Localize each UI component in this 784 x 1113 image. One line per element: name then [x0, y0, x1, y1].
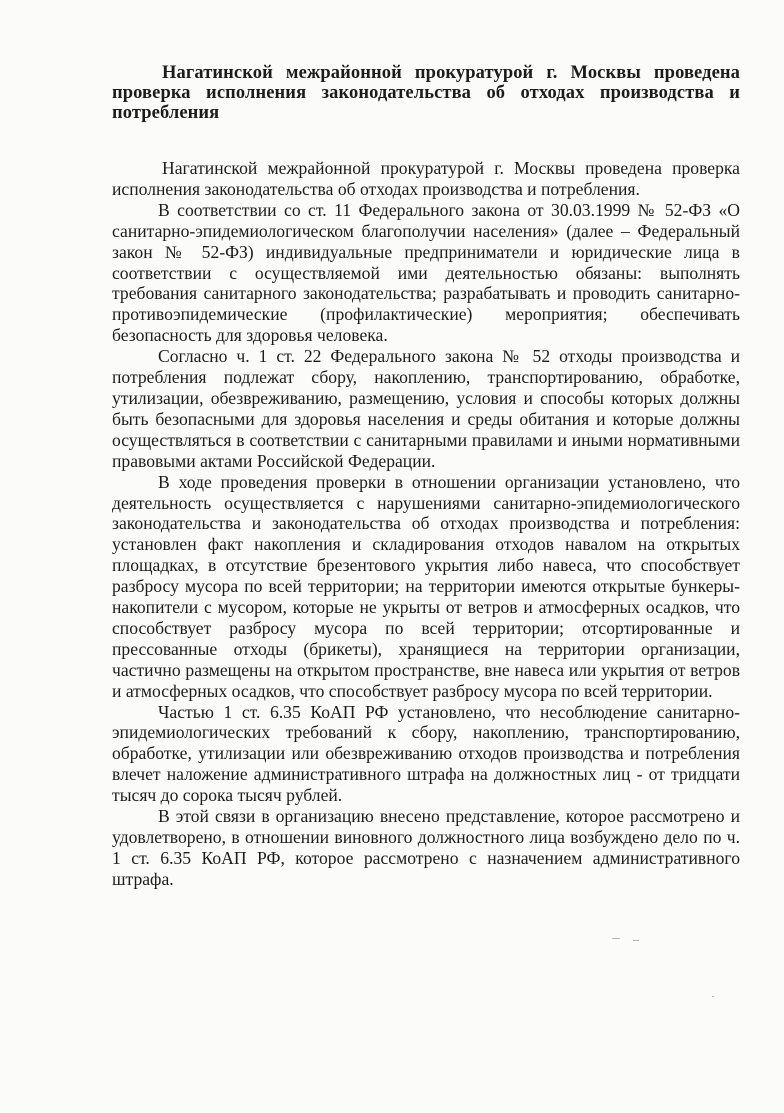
document-body [112, 63, 740, 890]
paragraph-inspection-findings: В ходе проведения проверки в отношении организации установлено, что деятельность осуществляется с нарушениями санитарно-эпидемиологического законодательства и законодательства об отходах производства и потребления: установлен факт накопления и складирования отходов навалом на открытых площадках, в отсутствие брезентового укрытия либо навеса, что способствует разбросу мусора по всей территории; на территории имеются открытые бункеры-накопители с мусором, которые не укрыты от ветров и атмосферных осадков, что способствует разбросу мусора по всей территории; отсортированные и прессованные отходы (брикеты), хранящиеся на территории организации, частично размещены на открытом пространстве, вне навеса или укрытия от ветров и атмосферных осадков, что способствует разбросу мусора по всей территории. [112, 471, 740, 701]
paragraph-article-11: В соответствии со ст. 11 Федерального закона от 30.03.1999 № 52-ФЗ «О санитарно-эпидемиологическом благополучии населения» (далее – Федеральный закон № 52-ФЗ) индивидуальные предприниматели и юридические лица в соответствии с осуществляемой ими деятельностью обязаны: выполнять требования санитарного законодательства; разрабатывать и проводить санитарно-противоэпидемические (профилактические) мероприятия; обеспечивать безопасность для здоровья человека. [112, 199, 740, 346]
paragraph-article-22: Согласно ч. 1 ст. 22 Федерального закона № 52 отходы производства и потребления подлежат сбору, накоплению, транспортированию, обработке, утилизации, обезвреживанию, размещению, условия и способы которых должны быть безопасными для здоровья населения и среды обитания и которые должны осуществляться в соответствии с санитарными правилами и иными нормативными правовыми актами Российской Федерации. [112, 346, 740, 471]
document-title: Нагатинской межрайонной прокуратурой г. Москвы проведена проверка исполнения законодательства об отходах производства и потребления [112, 63, 740, 123]
paragraph-outcome: В этой связи в организацию внесено представление, которое рассмотрено и удовлетворено, в отношении виновного должностного лица возбуждено дело по ч. 1 ст. 6.35 КоАП РФ, которое рассмотрено с назначением административного штрафа. [112, 806, 740, 889]
scan-speck [612, 938, 620, 939]
scan-speck [633, 940, 639, 941]
paragraph-intro: Нагатинской межрайонной прокуратурой г. Москвы проведена проверка исполнения законодательства об отходах производства и потребления. [112, 158, 740, 199]
paragraph-koap-article: Частью 1 ст. 6.35 КоАП РФ установлено, что несоблюдение санитарно-эпидемиологических требований к сбору, накоплению, транспортированию, обработке, утилизации или обезвреживанию отходов производства и потребления влечет наложение административного штрафа на должностных лиц - от тридцати тысяч до сорока тысяч рублей. [112, 701, 740, 806]
scan-speck [712, 996, 714, 997]
